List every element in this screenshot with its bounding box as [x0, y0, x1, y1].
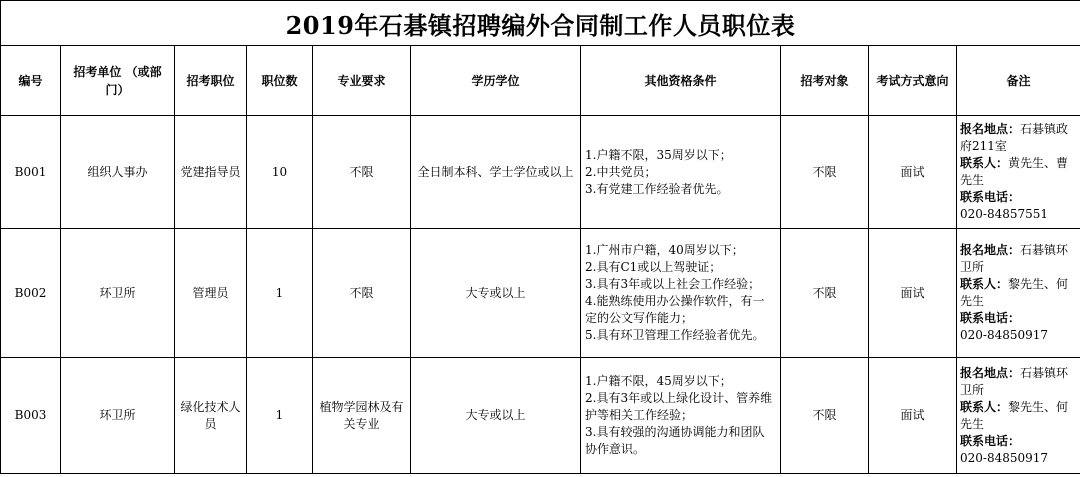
- cell-code: B003: [1, 358, 61, 474]
- header-qualifications: 其他资格条件: [581, 46, 781, 116]
- header-position: 招考职位: [175, 46, 247, 116]
- cell-code: B002: [1, 229, 61, 358]
- table-title: 2019年石碁镇招聘编外合同制工作人员职位表: [1, 1, 1080, 46]
- note-contact: 联系人：黎先生、何先生: [960, 399, 1069, 431]
- cell-education: 全日制本科、学士学位或以上: [411, 116, 581, 229]
- table-row: [1, 358, 1080, 474]
- qualification-item: 2.具有3年或以上绿化设计、管养维护等相关工作经验；: [585, 391, 773, 422]
- qualification-item: 3.具有3年或以上社会工作经验；: [585, 277, 761, 291]
- cell-notes: [957, 358, 1080, 474]
- note-contact: 联系人：黎先生、何先生: [960, 277, 1069, 308]
- header-notes: 备注: [957, 46, 1080, 116]
- cell-unit: 组织人事办: [61, 116, 175, 229]
- qualification-item: 1.户籍不限，35周岁以下；: [585, 147, 732, 162]
- cell-notes: [957, 229, 1080, 358]
- cell-count: 1: [247, 229, 313, 358]
- cell-notes: [957, 116, 1080, 229]
- qualification-item: 2.中共党员；: [585, 164, 657, 179]
- qualification-item: 3.有党建工作经验者优先。: [585, 181, 729, 196]
- qualification-item: 1.广州市户籍，40周岁以下；: [585, 243, 744, 257]
- table-row: [1, 116, 1080, 229]
- cell-position: 绿化技术人员: [175, 358, 247, 474]
- cell-target: 不限: [781, 116, 869, 229]
- qualification-item: 4.能熟练使用办公操作软件，有一定的公文写作能力；: [585, 294, 765, 325]
- qualification-item: 3.具有较强的沟通协调能力和团队协作意识。: [585, 425, 765, 456]
- note-phone: 联系电话： 020-84850917: [960, 433, 1049, 465]
- cell-position: 党建指导员: [175, 116, 247, 229]
- qualification-item: 1.户籍不限，45周岁以下；: [585, 374, 732, 388]
- cell-position: 管理员: [175, 229, 247, 358]
- cell-count: 10: [247, 116, 313, 229]
- note-location: 报名地点：石碁镇环卫所: [960, 243, 1069, 274]
- note-location: 报名地点：石碁镇环卫所: [960, 365, 1069, 397]
- note-phone: 联系电话： 020-84857551: [960, 190, 1049, 221]
- header-count: 职位数: [247, 46, 313, 116]
- cell-exam: 面试: [869, 358, 957, 474]
- header-target: 招考对象: [781, 46, 869, 116]
- cell-exam: 面试: [869, 116, 957, 229]
- cell-major: 不限: [313, 116, 411, 229]
- header-education: 学历学位: [411, 46, 581, 116]
- cell-target: 不限: [781, 358, 869, 474]
- header-major: 专业要求: [313, 46, 411, 116]
- cell-major: 植物学园林及有关专业: [313, 358, 411, 474]
- note-location: 报名地点：石碁镇政府211室: [960, 122, 1069, 153]
- cell-target: 不限: [781, 229, 869, 358]
- cell-major: 不限: [313, 229, 411, 358]
- header-row: [1, 46, 1080, 116]
- header-unit: 招考单位 （或部门）: [61, 46, 175, 116]
- cell-qualifications: [581, 229, 781, 358]
- qualification-item: 5.具有环卫管理工作经验者优先。: [585, 328, 765, 342]
- cell-code: B001: [1, 116, 61, 229]
- cell-qualifications: [581, 358, 781, 474]
- cell-unit: 环卫所: [61, 358, 175, 474]
- cell-count: 1: [247, 358, 313, 474]
- table-row: [1, 229, 1080, 358]
- cell-exam: 面试: [869, 229, 957, 358]
- note-phone: 联系电话： 020-84850917: [960, 311, 1049, 342]
- note-contact: 联系人：黄先生、曹先生: [960, 156, 1069, 187]
- cell-education: 大专或以上: [411, 358, 581, 474]
- header-code: 编号: [1, 46, 61, 116]
- qualification-item: 2.具有C1或以上驾驶证；: [585, 260, 722, 274]
- cell-qualifications: [581, 116, 781, 229]
- cell-unit: 环卫所: [61, 229, 175, 358]
- header-exam: 考试方式意向: [869, 46, 957, 116]
- cell-education: 大专或以上: [411, 229, 581, 358]
